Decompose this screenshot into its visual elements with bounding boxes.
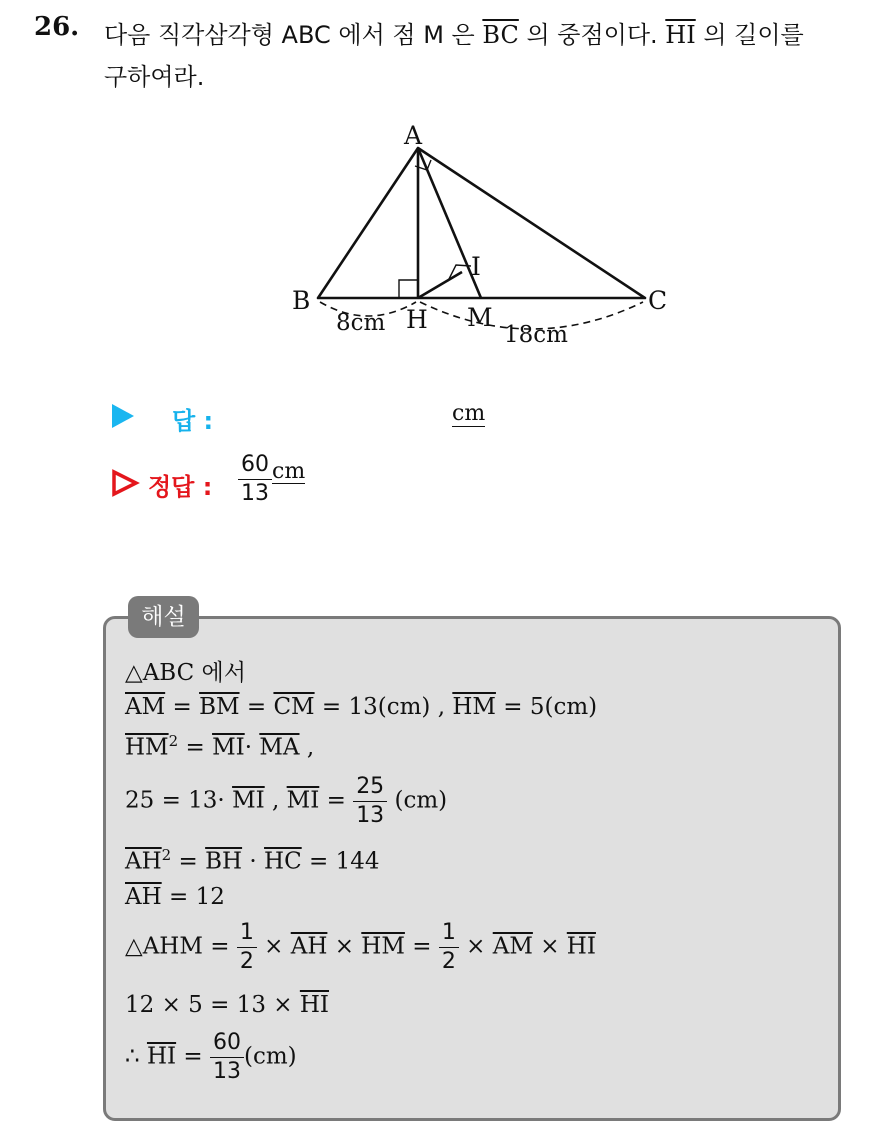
- question-text: [104, 14, 874, 98]
- length-bh: 8cm: [336, 310, 386, 336]
- value-144: = 144: [309, 848, 380, 875]
- solution-line-9: ∴ $\overline{HI}$ = $\frac{60}{13}$ (cm): [125, 1030, 297, 1084]
- fraction-25-13: [353, 774, 387, 829]
- value-12: = 12: [168, 884, 225, 910]
- answer-blank[interactable]: [452, 402, 485, 427]
- label-c: C: [648, 286, 668, 315]
- unit-cm: (cm): [394, 787, 448, 814]
- correct-fraction: [238, 452, 272, 507]
- correct-numerator: 60: [238, 452, 272, 480]
- seg-hi: $\overline{HI}$: [146, 1043, 177, 1070]
- eq-12x5: 12 × 5 = 13 ×: [125, 992, 293, 1018]
- question-text-mid: 의 중점이다.: [526, 21, 658, 49]
- seg-mi: $\overline{MI}$: [212, 734, 245, 761]
- triangle-abc-text: △ABC: [125, 660, 195, 686]
- seg-am: $\overline{AM}$: [125, 694, 166, 720]
- solution-line-1: [125, 654, 246, 687]
- seg-hm: $\overline{HM}$: [452, 694, 496, 720]
- denominator: 2: [239, 949, 254, 974]
- right-angle-mark-h: [399, 280, 418, 298]
- numerator: 25: [353, 774, 387, 802]
- seg-hi: $\overline{HI}$: [566, 933, 596, 960]
- seg-hm: $\overline{HM}$: [361, 933, 405, 960]
- triangle-figure: [280, 108, 680, 358]
- value-13cm: = 13(cm) ,: [321, 694, 446, 720]
- segment-hi: $\overline{HI}$: [665, 21, 696, 49]
- numerator: 1: [439, 920, 459, 948]
- length-hc: 18cm: [504, 322, 568, 348]
- value-5cm: = 5(cm): [503, 694, 598, 720]
- label-h: H: [406, 305, 428, 334]
- fraction-60-13: [210, 1030, 244, 1085]
- question-text-prefix: 다음 직각삼각형 ABC 에서 점 M 은: [104, 21, 475, 49]
- seg-hm: $\overline{HM}$: [125, 734, 169, 761]
- eq-25: 25 = 13·: [125, 787, 225, 814]
- answer-arrow-icon: [112, 404, 134, 428]
- segment-bc: $\overline{BC}$: [482, 21, 519, 49]
- word-eseo: 에서: [201, 660, 246, 686]
- label-a: A: [404, 121, 423, 150]
- label-i: I: [471, 252, 481, 281]
- seg-hc: $\overline{HC}$: [264, 848, 302, 875]
- correct-label: 정답 :: [148, 473, 213, 501]
- perpendicular-hi: [418, 272, 462, 298]
- solution-line-6: [125, 884, 225, 910]
- solution-line-2: $\overline{AM} = \overline{BM} = \overline{CM} = 13(cm)$ , $\overline{HM} = 5(cm)$: [125, 694, 598, 720]
- correct-value: [238, 452, 305, 507]
- solution-line-7: △AHM = $\frac{1}{2}$ × $\overline{AH} \times \overline{HM}$ = $\frac{1}{2}$ × $\overline{AM} \times \overline{HI}$: [125, 920, 596, 974]
- triangle-ahm-text: △AHM =: [125, 933, 230, 960]
- seg-bh: $\overline{BH}$: [205, 848, 243, 875]
- seg-ah: $\overline{AH}$: [125, 884, 162, 910]
- triangle-abc: [318, 148, 645, 298]
- seg-cm: $\overline{CM}$: [273, 694, 315, 720]
- seg-ma: $\overline{MA}$: [259, 734, 300, 761]
- unit-cm: (cm): [244, 1043, 297, 1070]
- fraction-half: [439, 920, 459, 975]
- therefore-symbol: ∴: [125, 1043, 140, 1070]
- answer-label: 답 :: [172, 407, 214, 435]
- denominator: 13: [213, 1059, 242, 1084]
- solution-line-8: [125, 992, 329, 1018]
- question-text-suffix: 의 길이를: [703, 21, 804, 49]
- seg-mi: $\overline{MI}$: [232, 787, 265, 814]
- correct-arrow-icon: [110, 468, 140, 498]
- seg-am: $\overline{AM}$: [492, 933, 533, 960]
- numerator: 60: [210, 1030, 244, 1058]
- answer-unit: cm: [452, 401, 486, 426]
- comma: ,: [306, 734, 315, 761]
- seg-ah: $\overline{AH}$: [290, 933, 328, 960]
- solution-tag: 해설: [128, 596, 199, 638]
- denominator: 2: [441, 949, 456, 974]
- correct-unit: cm: [272, 459, 306, 484]
- seg-mi: $\overline{MI}$: [286, 787, 320, 814]
- seg-bm: $\overline{BM}$: [199, 694, 240, 720]
- correct-denominator: 13: [241, 481, 269, 506]
- label-m: M: [467, 303, 493, 332]
- solution-line-3: $\overline{HM}^2 = \overline{MI}\cdot \overline{MA}$ ,: [125, 732, 315, 761]
- solution-line-5: $\overline{AH}^2 = \overline{BH} \cdot \overline{HC} = 144$: [125, 846, 380, 875]
- numerator: 1: [237, 920, 257, 948]
- question-number: 26.: [34, 12, 80, 42]
- question-text-line2: 구하여라.: [104, 63, 205, 91]
- label-b: B: [292, 286, 311, 315]
- fraction-half: [237, 920, 257, 975]
- seg-ah: $\overline{AH}$: [125, 848, 162, 875]
- solution-line-4: $25 = 13\cdot \overline{MI}$ , $\overline{MI}$ = $\frac{25}{13}$ (cm): [125, 774, 448, 828]
- denominator: 13: [356, 803, 385, 828]
- seg-hi: $\overline{HI}$: [299, 992, 330, 1018]
